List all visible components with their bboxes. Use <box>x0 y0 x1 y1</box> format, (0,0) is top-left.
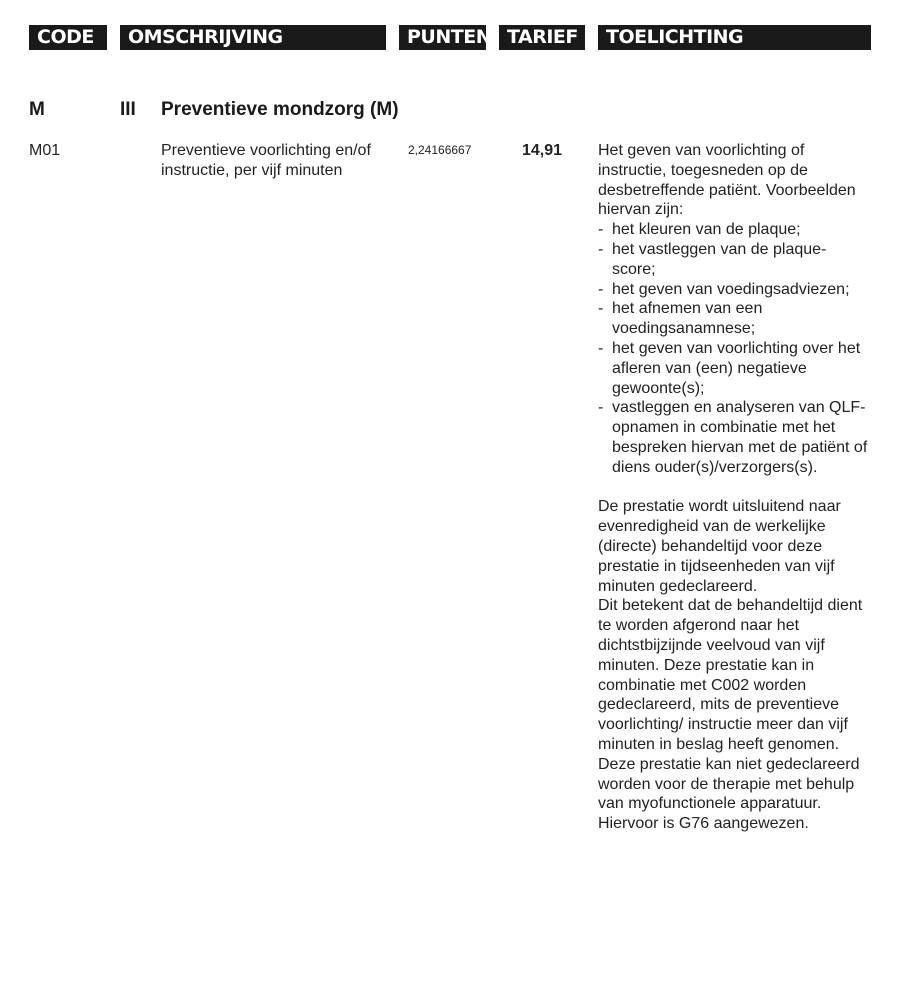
example-item: - het afnemen van een voedingsanamnese; <box>598 299 868 339</box>
column-header-tarief: TARIEF <box>499 25 585 50</box>
column-header-omschrijving: OMSCHRIJVING <box>120 25 386 50</box>
column-header-punten: PUNTEN <box>399 25 486 50</box>
row-code: M01 <box>29 142 61 159</box>
example-item: - vastleggen en analyseren van QLF-opnamen in combinatie met het bespreken hiervan met de patiënt of diens ouder(s)/verzorgers(s). <box>598 398 868 477</box>
examples-list <box>598 220 868 477</box>
explanation-intro: Het geven van voorlichting of instructie, toegesneden op de desbetreffende patiënt. Voorbeelden hiervan zijn: <box>598 142 856 219</box>
explanation-note-time: De prestatie wordt uitsluitend naar evenredigheid van de werkelijke (directe) behandeltijd voor deze prestatie in tijdseenheden van vijf minuten gedeclareerd. <box>598 498 841 595</box>
column-header-code: CODE <box>29 25 107 50</box>
example-item: - het vastleggen van de plaque-score; <box>598 240 868 280</box>
section-numeral: III <box>120 99 136 120</box>
section-code: M <box>29 99 45 120</box>
example-item: - het geven van voorlichting over het afleren van (een) negatieve gewoonte(s); <box>598 339 868 398</box>
row-description: Preventieve voorlichting en/of instructie, per vijf minuten <box>161 142 371 179</box>
row-tariff: 14,91 <box>522 142 563 159</box>
row-points: 2,24166667 <box>408 143 472 157</box>
section-title: Preventieve mondzorg (M) <box>161 99 399 120</box>
explanation-note-exclusion: Deze prestatie kan niet gedeclareerd worden voor de therapie met behulp van myofunctionele apparatuur. Hiervoor is G76 aangewezen. <box>598 755 860 833</box>
example-item: - het geven van voedingsadviezen; <box>598 280 868 300</box>
example-item: - het kleuren van de plaque; <box>598 220 868 240</box>
column-header-toelichting: TOELICHTING <box>598 25 871 50</box>
explanation-note-rounding: Dit betekent dat de behandeltijd dient te worden afgerond naar het dichtstbijzijnde veelvoud van vijf minuten. Deze prestatie kan in combinatie met C002 worden gedeclareerd, mits de preventieve voorlichting/ instructie meer dan vijf minuten in beslag heeft genomen. <box>598 597 863 753</box>
row-explanation <box>598 141 868 834</box>
